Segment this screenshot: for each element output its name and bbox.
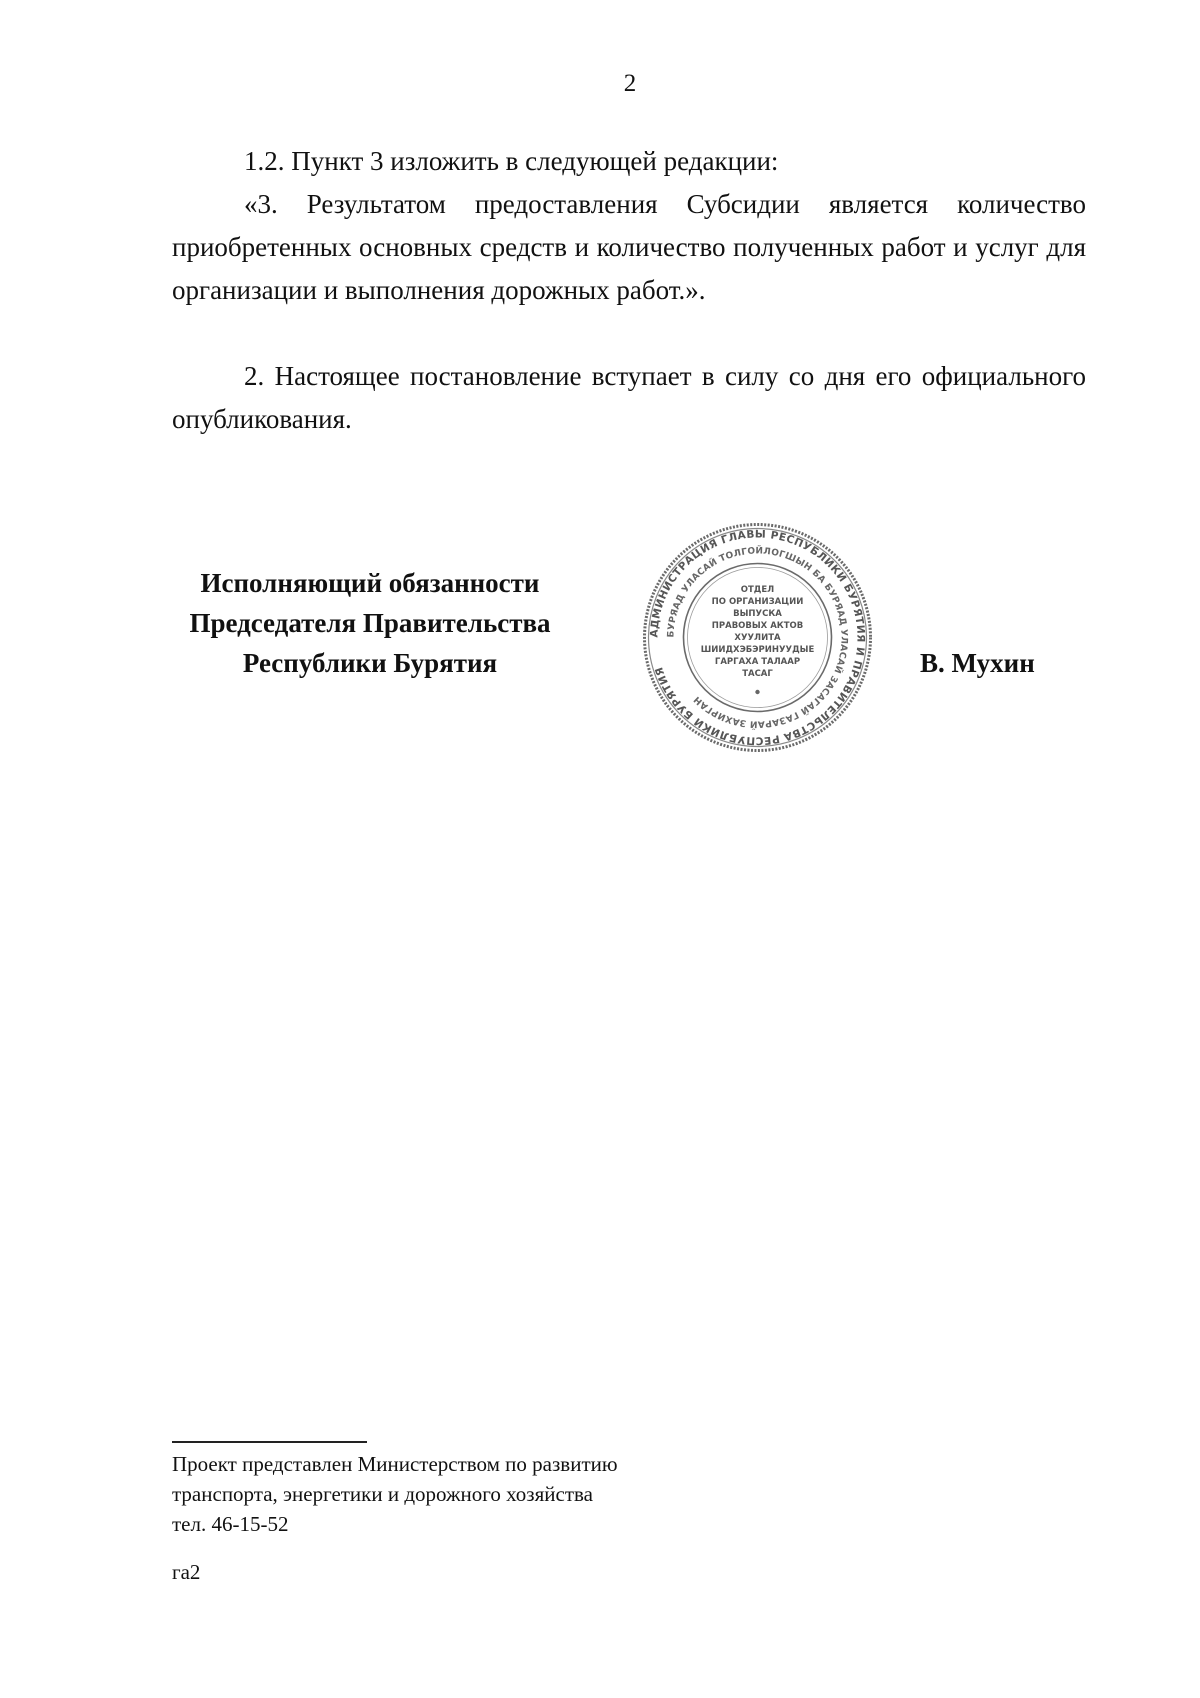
effective-clause: 2. Настоящее постановление вступает в силу со дня его официального опубликования.: [172, 361, 1086, 434]
signature-title-line: Республики Бурятия: [242, 648, 498, 678]
seal-center-line: ШИИДХЭБЭРИНУУДЫЕ: [700, 645, 815, 655]
amendment-item: 1.2. Пункт 3 изложить в следующей редакции:: [244, 146, 779, 176]
amendment-text: «3. Результатом предоставления Субсидии является количество приобретенных основных средств и количество полученных работ и услуг для организации и выполнения дорожных работ.».: [172, 189, 1086, 305]
footnote-line: Проект представлен Министерством по развитию: [172, 1452, 618, 1476]
footnote: [172, 1449, 618, 1539]
seal-center-line: ТАСАГ: [742, 669, 773, 679]
seal-inner-text: БУРЯАД УЛАСАЙ ТОЛГОЙЛОГШЫН БА БУРЯАД УЛАСАЙ ЗАСАГАЙ ГАЗАРАЙ ЗАХИРГАН: [666, 546, 849, 729]
footnote-divider: [172, 1441, 367, 1443]
signature-title: [160, 563, 580, 683]
footnote-line: транспорта, энергетики и дорожного хозяйства: [172, 1482, 593, 1506]
footnote-phone: тел. 46-15-52: [172, 1512, 289, 1536]
signature-title-line: Исполняющий обязанности: [200, 568, 540, 598]
document-code: га2: [172, 1560, 201, 1584]
effective-section: [172, 355, 1086, 441]
seal-center-line: ВЫПУСКА: [733, 609, 782, 619]
signer-name: В. Мухин: [920, 648, 1035, 678]
signature-title-line: Председателя Правительства: [189, 608, 551, 638]
seal-outer-text: АДМИНИСТРАЦИЯ ГЛАВЫ РЕСПУБЛИКИ БУРЯТИЯ И ПРАВИТЕЛЬСТВА РЕСПУБЛИКИ БУРЯТИЯ: [648, 528, 867, 747]
seal-center-line: ГАРГАХА ТАЛААР: [714, 657, 801, 667]
seal-center-line: ХУУЛИТА: [734, 633, 781, 643]
seal-center-line: ПРАВОВЫХ АКТОВ: [711, 621, 804, 631]
page-number: 2: [623, 70, 637, 97]
seal-center-line: ОТДЕЛ: [740, 585, 775, 595]
official-seal-stamp: [640, 520, 875, 755]
amendment-section: [172, 140, 1086, 312]
seal-center-line: ПО ОРГАНИЗАЦИИ: [711, 597, 804, 607]
